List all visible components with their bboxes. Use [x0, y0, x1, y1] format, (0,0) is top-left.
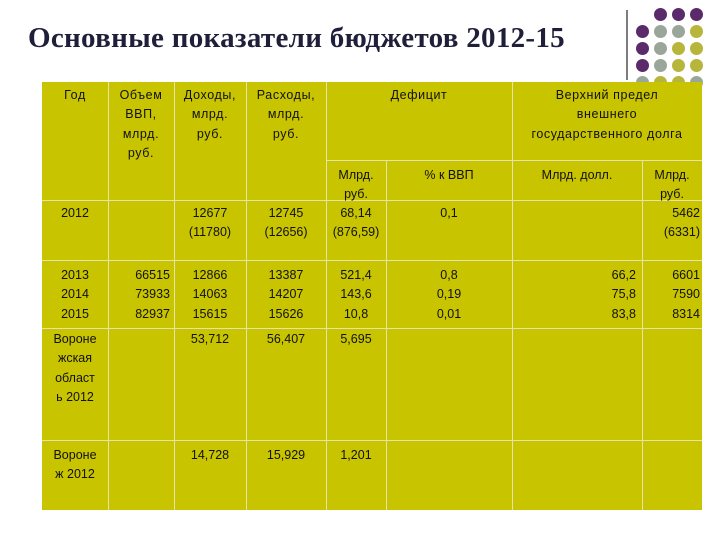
decorative-dot	[690, 59, 703, 72]
header-debt-line: внешнего	[576, 107, 638, 122]
header-revenue-line: Доходы,	[183, 88, 237, 102]
table-cell-value: 66515	[135, 268, 170, 282]
table-cell-value: 2013	[61, 268, 89, 282]
table-cell-gdp	[108, 266, 170, 324]
table-cell-revenue	[174, 330, 246, 349]
header-year-line: Год	[64, 88, 86, 102]
header-deficit-line: Дефицит	[390, 88, 448, 102]
table-cell-revenue	[174, 266, 246, 324]
table-cell-value: 2014	[61, 287, 89, 302]
header-deficit	[326, 86, 512, 105]
table-cell-value: 2015	[61, 306, 89, 321]
header-expenses-line: Расходы,	[256, 88, 316, 102]
table-cell-value: 56,407	[266, 332, 306, 346]
row-separator	[42, 328, 702, 329]
table-cell-value: 2012	[61, 206, 89, 220]
header-gdp-line: Объем	[119, 88, 163, 102]
decorative-dot	[654, 42, 667, 55]
decorative-dot	[690, 8, 703, 21]
header-debt-line: государственного долга	[531, 126, 683, 141]
table-cell-deficit	[326, 446, 386, 465]
table-cell-value: 14207	[268, 287, 304, 302]
table-cell-value: 75,8	[611, 287, 636, 302]
table-cell-value: 5462	[672, 206, 700, 220]
decorative-dot	[654, 8, 667, 21]
header-debt	[512, 86, 702, 144]
table-cell-year	[42, 330, 108, 408]
decorative-dot	[654, 25, 667, 38]
table-cell-value: (6331)	[663, 225, 700, 240]
table-cell-rub	[642, 266, 700, 324]
table-cell-year	[42, 266, 108, 324]
row-separator	[42, 440, 702, 441]
subheader-debt-rub-line: руб.	[660, 187, 684, 202]
table-cell-year	[42, 204, 108, 223]
decorative-dot	[636, 59, 649, 72]
subheader-deficit-bn-line: Млрд.	[338, 168, 374, 182]
table-cell-usd	[512, 266, 636, 324]
row-separator	[326, 160, 702, 161]
table-cell-value: (11780)	[188, 225, 232, 240]
header-gdp-line: руб.	[127, 146, 155, 161]
table-cell-value: 0,1	[440, 206, 458, 220]
decorative-dot	[636, 25, 649, 38]
table-cell-rub	[642, 204, 700, 243]
table-cell-value: 15615	[192, 306, 228, 321]
header-expenses-line: млрд.	[267, 107, 305, 122]
subheader-deficit-bn-line: руб.	[344, 187, 368, 202]
table-cell-value: 82937	[135, 306, 170, 321]
table-cell-value: ж 2012	[55, 467, 95, 482]
table-cell-expenses	[246, 446, 326, 465]
table-cell-value: 12745	[268, 206, 304, 220]
table-cell-value: 5,695	[340, 332, 372, 346]
table-cell-value: Вороне	[53, 448, 97, 462]
table-cell-pct	[386, 204, 512, 223]
table-cell-value: 68,14	[340, 206, 372, 220]
table-cell-value: 83,8	[611, 306, 636, 321]
table-cell-year	[42, 446, 108, 485]
header-gdp-line: млрд.	[122, 126, 160, 141]
header-revenue-line: млрд.	[191, 107, 229, 122]
subheader-debt-usd	[512, 166, 642, 185]
decorative-dot	[672, 8, 685, 21]
table-cell-value: (12656)	[264, 225, 308, 240]
subheader-debt-usd-line: Млрд. долл.	[541, 168, 613, 182]
table-cell-pct	[386, 266, 512, 324]
table-cell-deficit	[326, 204, 386, 243]
table-cell-value: 10,8	[343, 306, 369, 321]
table-cell-value: 14063	[192, 287, 228, 302]
table-cell-deficit	[326, 266, 386, 324]
page-title: Основные показатели бюджетов 2012-15	[28, 22, 565, 54]
header-revenue-line: руб.	[196, 126, 224, 141]
subheader-debt-rub-line: Млрд.	[654, 168, 690, 182]
decorative-dot	[690, 25, 703, 38]
table-cell-expenses	[246, 330, 326, 349]
header-expenses-line: руб.	[272, 126, 300, 141]
decorative-dot	[672, 25, 685, 38]
table-cell-value: 13387	[268, 268, 304, 282]
table-cell-value: 12677	[192, 206, 228, 220]
table-cell-revenue	[174, 204, 246, 243]
table-cell-deficit	[326, 330, 386, 349]
subheader-deficit-bn	[326, 166, 386, 205]
subheader-deficit-pct-line: % к ВВП	[424, 168, 474, 182]
budget-table	[42, 82, 702, 510]
table-cell-value: 66,2	[611, 268, 636, 282]
table-cell-value: 521,4	[340, 268, 372, 282]
table-cell-value: ь 2012	[56, 390, 94, 405]
table-cell-value: 73933	[135, 287, 170, 302]
row-separator	[42, 260, 702, 261]
table-cell-value: 0,01	[436, 306, 462, 321]
header-year	[42, 86, 108, 105]
subheader-deficit-pct	[386, 166, 512, 185]
decorative-dot	[672, 42, 685, 55]
subheader-debt-rub	[642, 166, 702, 205]
table-cell-expenses	[246, 266, 326, 324]
decorative-dot	[636, 42, 649, 55]
table-cell-value: 7590	[672, 287, 700, 302]
table-cell-value: 8314	[672, 306, 700, 321]
table-cell-value: 53,712	[190, 332, 230, 346]
table-cell-value: 6601	[672, 268, 700, 282]
table-cell-expenses	[246, 204, 326, 243]
decorative-dot	[690, 42, 703, 55]
table-cell-revenue	[174, 446, 246, 465]
table-cell-value: 0,19	[436, 287, 462, 302]
table-cell-value: Вороне	[53, 332, 97, 346]
header-gdp	[108, 86, 174, 164]
table-cell-value: 143,6	[340, 287, 372, 302]
table-cell-value: 0,8	[440, 268, 458, 282]
table-cell-value: 14,728	[190, 448, 230, 462]
table-cell-value: 1,201	[340, 448, 372, 462]
table-cell-value: (876,59)	[332, 225, 380, 240]
header-gdp-line: ВВП,	[125, 107, 157, 122]
table-cell-value: 15626	[268, 306, 304, 321]
table-cell-value: област	[55, 370, 95, 385]
header-debt-line: Верхний предел	[555, 88, 659, 102]
decorative-dot	[672, 59, 685, 72]
table-cell-value: жская	[57, 351, 93, 366]
divider-line	[626, 10, 628, 80]
header-expenses	[246, 86, 326, 144]
decorative-dot	[654, 59, 667, 72]
header-revenue	[174, 86, 246, 144]
table-cell-value: 12866	[192, 268, 228, 282]
table-cell-value: 15,929	[266, 448, 306, 462]
